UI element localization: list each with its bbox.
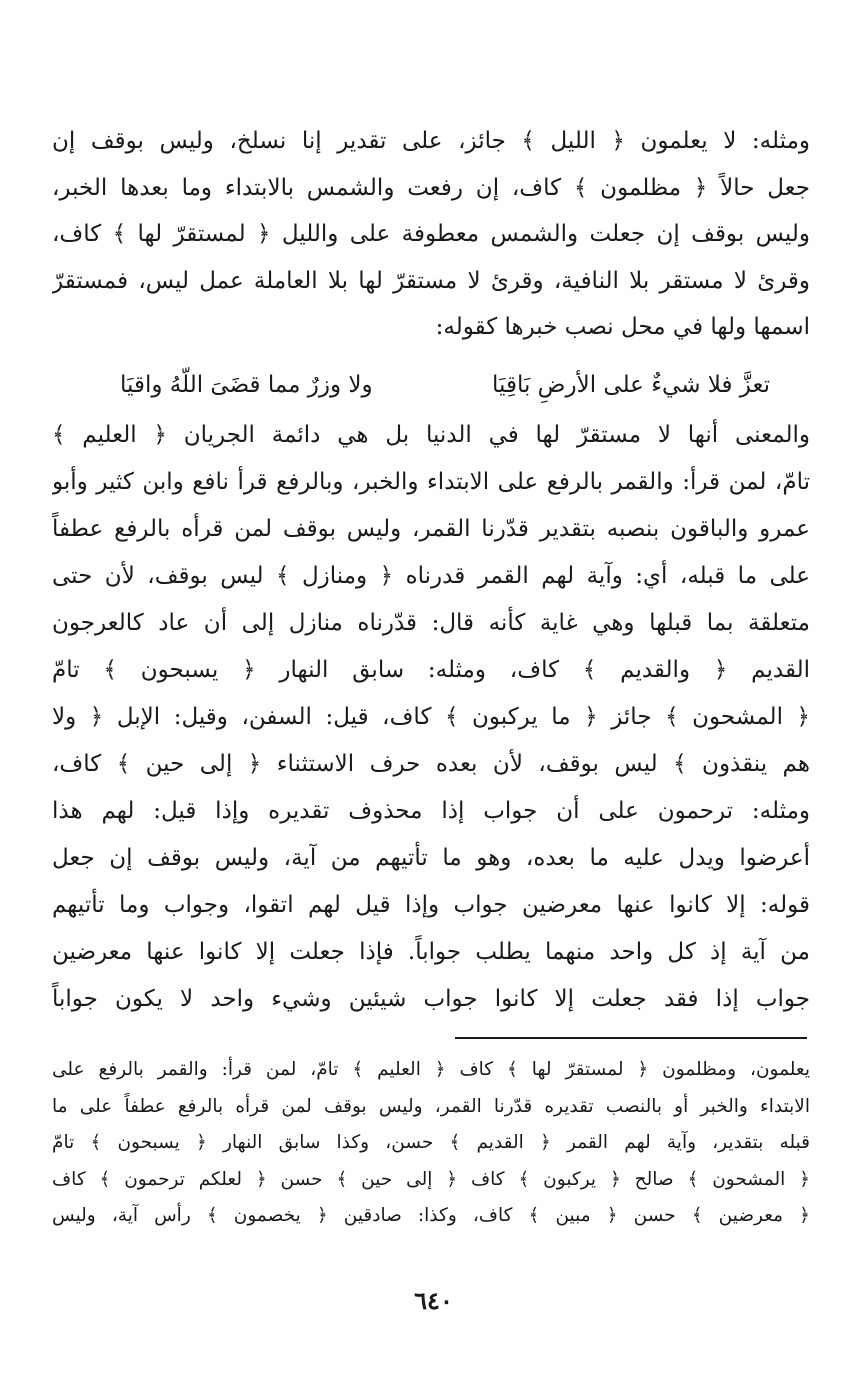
footnote-line: الابتداء والخبر أو بالنصب تقديره قدّرنا القمر، وليس بوقف لمن قرأه بالرفع عطفاً على ما: [52, 1095, 810, 1117]
text-line: اسمها ولها في محل نصب خبرها كقوله:: [435, 314, 810, 340]
text-line: القديم ﴿ والقديم ﴾ كاف، ومثله: سابق النهار ﴿ يسبحون ﴾ تامّ: [52, 657, 810, 683]
text-line: والمعنى أنها لا مستقرّ لها في الدنيا بل هي دائمة الجريان ﴿ العليم ﴾: [52, 422, 810, 448]
poetry-verse: [120, 362, 770, 408]
text-line: متعلقة بما قبلها وهي غاية كأنه قال: قدّرناه منازل إلى أن عاد كالعرجون: [52, 610, 810, 636]
text-line: هم ينقذون ﴾ ليس بوقف، لأن بعده حرف الاستثناء ﴿ إلى حين ﴾ كاف،: [52, 751, 810, 777]
text-line: من آية إذ كل واحد منهما يطلب جواباً. فإذا جعلت إلا كانوا عنها معرضين: [52, 939, 810, 965]
footnote-line: ﴿ المشحون ﴾ صالح ﴿ يركبون ﴾ كاف ﴿ إلى حين ﴾ حسن ﴿ لعلكم ترحمون ﴾ كاف: [52, 1168, 810, 1190]
text-line: وقرئ لا مستقر بلا النافية، وقرئ لا مستقرّ لها بلا العاملة عمل ليس، فمستقرّ: [52, 267, 810, 294]
page-number: ٦٤٠: [414, 1286, 453, 1315]
text-line: وليس بوقف إن جعلت والشمس معطوفة على والليل ﴿ لمستقرّ لها ﴾ كاف،: [52, 221, 810, 247]
text-line: ومثله: لا يعلمون ﴿ الليل ﴾ جائز، على تقدير إنا نسلخ، وليس بوقف إن: [52, 128, 810, 154]
footnotes: [52, 1052, 810, 1235]
text-line: تامّ، لمن قرأ: والقمر بالرفع على الابتداء والخبر، وبالرفع قرأ نافع وابن كثير وأبو: [52, 469, 810, 495]
main-paragraph-1: [52, 118, 810, 351]
verse-first-hemistich: تعزَّ فلا شيءٌ على الأرضِ بَاقِيَا: [492, 372, 770, 398]
footnote-line: يعلمون، ومظلمون ﴿ لمستقرّ لها ﴾ كاف ﴿ العليم ﴾ تامّ، لمن قرأ: والقمر بالرفع على: [52, 1059, 810, 1080]
text-line: جعل حالاً ﴿ مظلمون ﴾ كاف، إن رفعت والشمس بالابتداء وما بعدها الخبر،: [52, 174, 810, 201]
text-line: قوله: إلا كانوا عنها معرضين جواب وإذا قيل لهم اتقوا، وجواب وما تأتيهم: [52, 892, 810, 918]
text-line: عمرو والباقون بنصبه بتقدير قدّرنا القمر، وليس بوقف لمن قرأه بالرفع عطفاً: [52, 516, 810, 542]
text-line: ومثله: ترحمون على أن جواب إذا محذوف تقديره وإذا قيل: لهم هذا: [52, 798, 810, 824]
footnote-line: ﴿ معرضين ﴾ حسن ﴿ مبين ﴾ كاف، وكذا: صادقين ﴿ يخصمون ﴾ رأس آية، وليس: [52, 1205, 810, 1226]
text-line: جواب إذا فقد جعلت إلا كانوا جواب شيئين وشيء واحد لا يكون جواباً: [52, 986, 810, 1012]
main-paragraph-2: [52, 412, 810, 1023]
footnote-separator: [455, 1037, 807, 1039]
text-line: على ما قبله، أي: وآية لهم القمر قدرناه ﴿ ومنازل ﴾ ليس بوقف، لأن حتى: [52, 563, 810, 589]
footnote-line: قبله بتقدير، وآية لهم القمر ﴿ القديم ﴾ حسن، وكذا سابق النهار ﴿ يسبحون ﴾ تامّ: [52, 1132, 810, 1153]
text-line: أعرضوا ويدل عليه ما بعده، وهو ما تأتيهم من آية، وليس بوقف إن جعل: [52, 845, 810, 871]
verse-second-hemistich: ولا وزرٌ مما قضَىَ اللّهُ واقيَا: [120, 372, 373, 398]
text-line: ﴿ المشحون ﴾ جائز ﴿ ما يركبون ﴾ كاف، قيل: السفن، وقيل: الإبل ﴿ ولا: [52, 704, 810, 730]
